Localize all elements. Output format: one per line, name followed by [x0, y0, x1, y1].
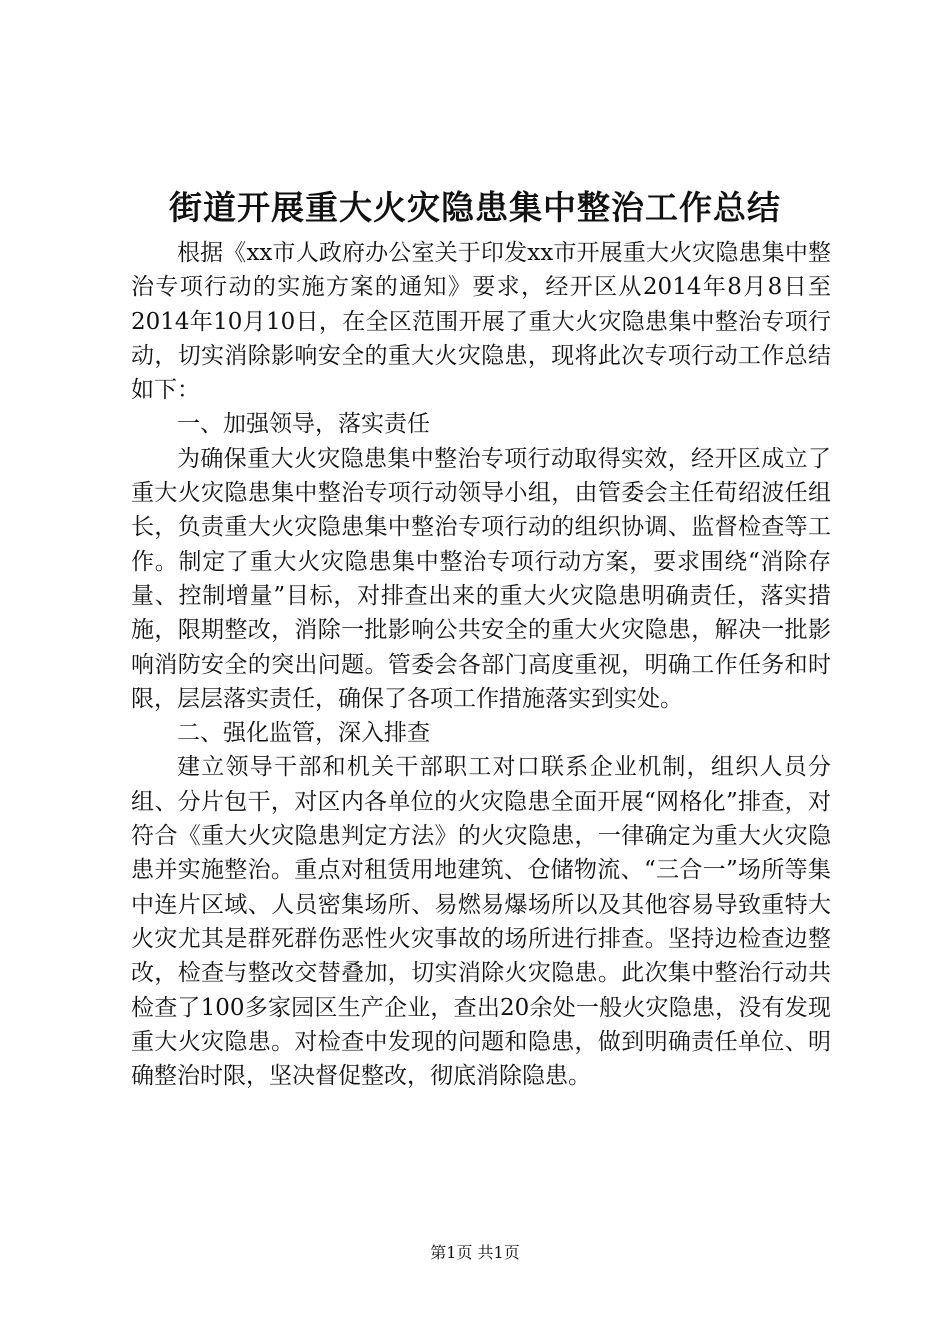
intro-paragraph: 根据《xx市人政府办公室关于印发xx市开展重大火灾隐患集中整治专项行动的实施方案的通知》要求，经开区从2014年8月8日至2014年10月10日，在全区范围开展了重大火灾隐患集中整治专项行动，切实消除影响安全的重大火灾隐患，现将此次专项行动工作总结如下：	[131, 240, 831, 404]
section-2-paragraph: 建立领导干部和机关干部职工对口联系企业机制，组织人员分组、分片包干，对区内各单位的火灾隐患全面开展“网格化”排查，对符合《重大火灾隐患判定方法》的火灾隐患，一律确定为重大火灾隐患并实施整治。重点对租赁用地建筑、仓储物流、“三合一”场所等集中连片区域、人员密集场所、易燃易爆场所以及其他容易导致重特大火灾尤其是群死群伤恶性火灾事故的场所进行排查。坚持边检查边整改，检查与整改交替叠加，切实消除火灾隐患。此次集中整治行动共检查了100多家园区生产企业，查出20余处一般火灾隐患，没有发现重大火灾隐患。对检查中发现的问题和隐患，做到明确责任单位、明确整治时限，坚决督促整改，彻底消除隐患。	[131, 754, 831, 1090]
document-title: 街道开展重大火灾隐患集中整治工作总结	[169, 188, 781, 227]
section-heading-2: 二、强化监管，深入排查	[177, 720, 430, 747]
document-body	[131, 236, 831, 1093]
section-1-paragraph: 为确保重大火灾隐患集中整治专项行动取得实效，经开区成立了重大火灾隐患集中整治专项行动领导小组，由管委会主任荀绍波任组长，负责重大火灾隐患集中整治专项行动的组织协调、监督检查等工作。制定了重大火灾隐患集中整治专项行动方案，要求围绕“消除存量、控制增量”目标，对排查出来的重大火灾隐患明确责任，落实措施，限期整改，消除一批影响公共安全的重大火灾隐患，解决一批影响消防安全的突出问题。管委会各部门高度重视，明确工作任务和时限，层层落实责任，确保了各项工作措施落实到实处。	[131, 445, 831, 712]
page-number-footer: 第1页 共1页	[430, 1243, 520, 1262]
section-heading-1: 一、加强领导，落实责任	[177, 411, 430, 438]
